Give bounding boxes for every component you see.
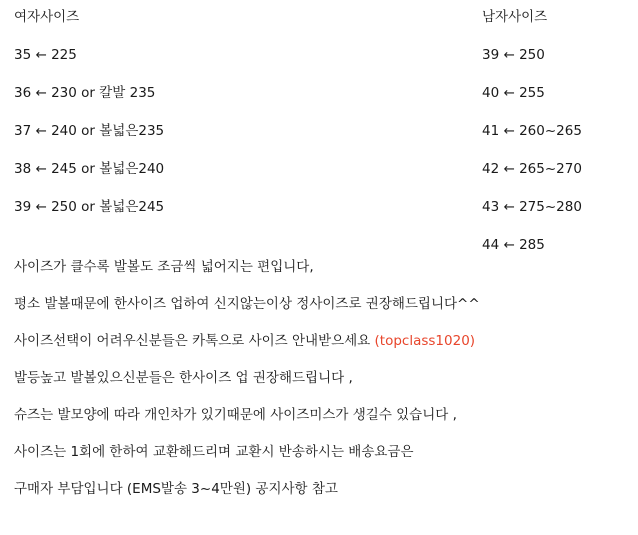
- note-true-size-line: 평소 발볼때문에 한사이즈 업하여 신지않는이상 정사이즈로 권장해드립니다^^: [14, 296, 480, 312]
- notes-section: [14, 258, 629, 517]
- men-size-column: [482, 8, 632, 274]
- women-size-row: 37 ← 240 or 볼넓은235: [14, 123, 165, 139]
- note-shipping-fee-line: 구매자 부담입니다 (EMS발송 3~4만원) 공지사항 참고: [14, 481, 338, 497]
- men-size-row: 40 ← 255: [482, 85, 545, 101]
- women-size-row: 35 ← 225: [14, 47, 77, 63]
- women-size-row: 39 ← 250 or 볼넓은245: [14, 199, 165, 215]
- note-size-miss-line: 슈즈는 발모양에 따라 개인차가 있기때문에 사이즈미스가 생길수 있습니다 ,: [14, 407, 457, 423]
- note-kakao-text: 사이즈선택이 어려우신분들은 카톡으로 사이즈 안내받으세요: [14, 333, 375, 349]
- women-size-row: 36 ← 230 or 칼발 235: [14, 85, 156, 101]
- kakao-id: (topclass1020): [374, 333, 476, 349]
- note-exchange-line: 사이즈는 1회에 한하여 교환해드리며 교환시 반송하시는 배송요금은: [14, 444, 414, 460]
- note-kakao-line: [14, 332, 629, 350]
- note-size-up-line: 발등높고 발볼있으신분들은 한사이즈 업 권장해드립니다 ,: [14, 370, 353, 386]
- women-size-heading: 여자사이즈: [14, 9, 80, 25]
- men-size-row: 41 ← 260~265: [482, 123, 582, 139]
- note-width-line: 사이즈가 클수록 발볼도 조금씩 넓어지는 편입니다,: [14, 259, 314, 275]
- men-size-row: 39 ← 250: [482, 47, 545, 63]
- women-size-row: 38 ← 245 or 볼넓은240: [14, 161, 165, 177]
- women-size-column: [14, 8, 484, 236]
- men-size-row: 44 ← 285: [482, 237, 545, 253]
- men-size-heading: 남자사이즈: [482, 9, 548, 25]
- men-size-row: 43 ← 275~280: [482, 199, 582, 215]
- men-size-row: 42 ← 265~270: [482, 161, 582, 177]
